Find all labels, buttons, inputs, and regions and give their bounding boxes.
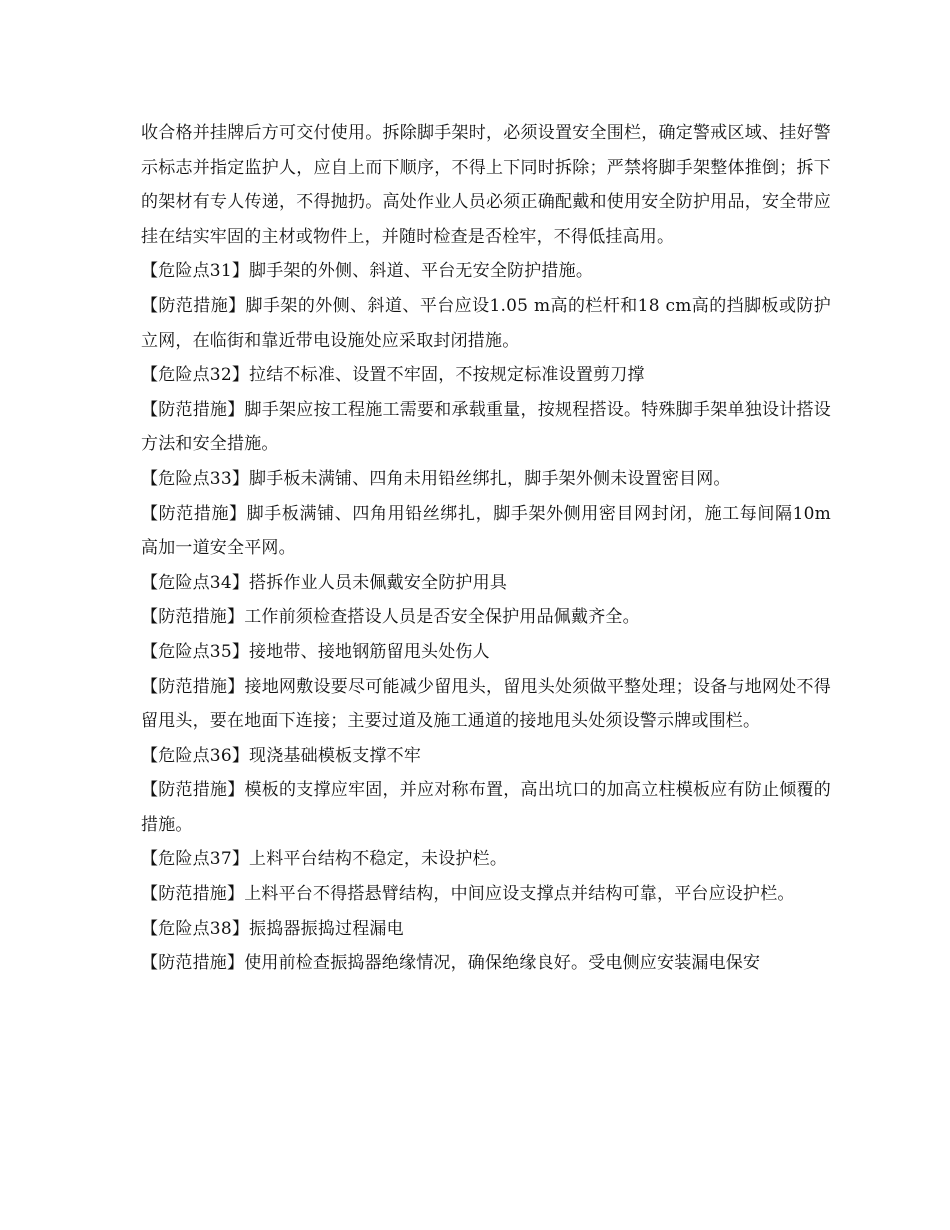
measure-34: 【防范措施】工作前须检查搭设人员是否安全保护用品佩戴齐全。 [141,607,640,628]
measure-37: 【防范措施】上料平台不得搭悬臂结构，中间应设支撑点并结构可靠，平台应设护栏。 [141,884,795,905]
measure-32: 【防范措施】脚手架应按工程施工需要和承载重量，按规程搭设。特殊脚手架单独设计搭设方法和安全措施。 [141,399,831,455]
paragraph-scaffold-removal: 收合格并挂牌后方可交付使用。拆除脚手架时，必须设置安全围栏，确定警戒区域、挂好警示标志并指定监护人，应自上而下顺序，不得上下同时拆除；严禁将脚手架整体推倒；拆下的架材有专人传递，不得抛扔。高处作业人员必须正确配戴和使用安全防护用品，安全带应挂在结实牢固的主材或物件上，并随时检查是否栓牢，不得低挂高用。 [141,123,831,247]
hazard-35: 【危险点35】接地带、接地钢筋留甩头处伤人 [141,641,490,662]
hazard-38: 【危险点38】振捣器振捣过程漏电 [141,918,404,939]
measure-33: 【防范措施】脚手板满铺、四角用铅丝绑扎，脚手架外侧用密目网封闭，施工每间隔10m高加一道安全平网。 [141,503,831,559]
hazard-36: 【危险点36】现浇基础模板支撑不牢 [141,745,422,766]
measure-31: 【防范措施】脚手架的外侧、斜道、平台应设1.05 m高的栏杆和18 cm高的挡脚板或防护立网，在临街和靠近带电设施处应采取封闭措施。 [141,295,831,351]
hazard-33: 【危险点33】脚手板未满铺、四角未用铅丝绑扎，脚手架外侧未设置密目网。 [141,468,731,489]
hazard-32: 【危险点32】拉结不标准、设置不牢固，不按规定标准设置剪刀撑 [141,365,645,386]
document-body [141,116,831,981]
measure-38: 【防范措施】使用前检查振捣器绝缘情况，确保绝缘良好。受电侧应安装漏电保安 [141,953,761,974]
hazard-31: 【危险点31】脚手架的外侧、斜道、平台无安全防护措施。 [141,261,594,282]
measure-36: 【防范措施】模板的支撑应牢固，并应对称布置，高出坑口的加高立柱模板应有防止倾覆的措施。 [141,780,831,835]
hazard-34: 【危险点34】搭拆作业人员未佩戴安全防护用具 [141,572,508,593]
measure-35: 【防范措施】接地网敷设要尽可能减少留甩头，留甩头处须做平整处理；设备与地网处不得留甩头，要在地面下连接；主要过道及施工通道的接地甩头处须设警示牌或围栏。 [141,676,831,732]
hazard-37: 【危险点37】上料平台结构不稳定，未设护栏。 [141,849,508,870]
